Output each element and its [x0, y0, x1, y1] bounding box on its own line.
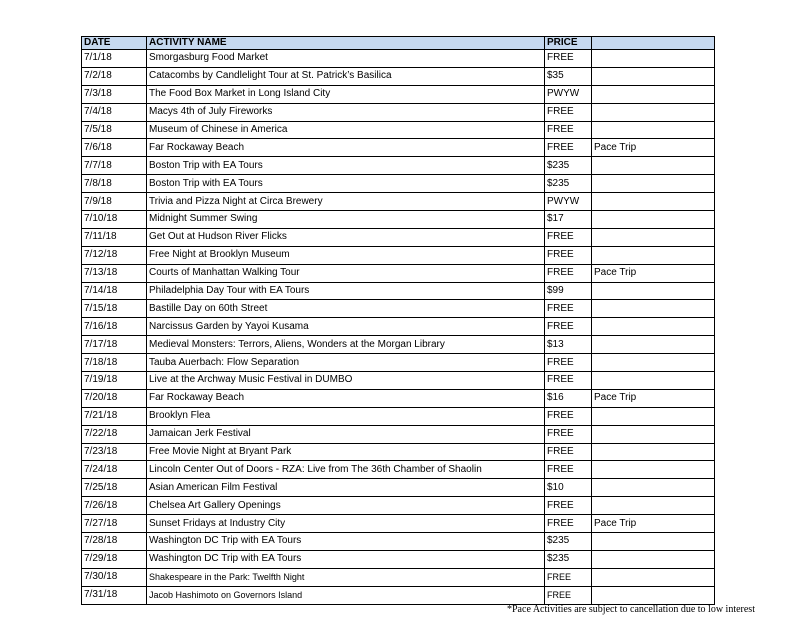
- activity-cell: Shakespeare in the Park: Twelfth Night: [147, 568, 545, 586]
- price-cell: FREE: [545, 264, 592, 282]
- activity-cell: Tauba Auerbach: Flow Separation: [147, 354, 545, 372]
- activity-cell: Free Movie Night at Bryant Park: [147, 443, 545, 461]
- table-row: [82, 372, 715, 390]
- activity-cell: Boston Trip with EA Tours: [147, 157, 545, 175]
- activity-cell: Lincoln Center Out of Doors - RZA: Live from The 36th Chamber of Shaolin: [147, 461, 545, 479]
- note-cell: [592, 407, 715, 425]
- table-row: [82, 533, 715, 551]
- activity-cell: Chelsea Art Gallery Openings: [147, 497, 545, 515]
- note-cell: Pace Trip: [592, 515, 715, 533]
- price-cell: FREE: [545, 586, 592, 604]
- activity-cell: The Food Box Market in Long Island City: [147, 85, 545, 103]
- date-cell: 7/12/18: [82, 246, 147, 264]
- table-row: [82, 157, 715, 175]
- table-row: [82, 228, 715, 246]
- header-price: PRICE: [545, 37, 592, 50]
- price-cell: FREE: [545, 425, 592, 443]
- note-cell: [592, 461, 715, 479]
- price-cell: $17: [545, 211, 592, 229]
- price-cell: $10: [545, 479, 592, 497]
- table-row: [82, 85, 715, 103]
- activity-cell: Courts of Manhattan Walking Tour: [147, 264, 545, 282]
- header-note: [592, 37, 715, 50]
- note-cell: [592, 193, 715, 211]
- price-cell: FREE: [545, 300, 592, 318]
- table-row: [82, 193, 715, 211]
- table-row: [82, 550, 715, 568]
- price-cell: $13: [545, 336, 592, 354]
- activity-cell: Midnight Summer Swing: [147, 211, 545, 229]
- table-row: [82, 354, 715, 372]
- table-row: [82, 211, 715, 229]
- date-cell: 7/22/18: [82, 425, 147, 443]
- date-cell: 7/31/18: [82, 586, 147, 604]
- activity-cell: Smorgasburg Food Market: [147, 50, 545, 68]
- table-body: [82, 50, 715, 605]
- note-cell: Pace Trip: [592, 264, 715, 282]
- note-cell: [592, 318, 715, 336]
- note-cell: [592, 497, 715, 515]
- table-row: [82, 139, 715, 157]
- table-row: [82, 318, 715, 336]
- note-cell: [592, 103, 715, 121]
- date-cell: 7/4/18: [82, 103, 147, 121]
- note-cell: [592, 175, 715, 193]
- activity-cell: Get Out at Hudson River Flicks: [147, 228, 545, 246]
- price-cell: FREE: [545, 443, 592, 461]
- price-cell: FREE: [545, 461, 592, 479]
- price-cell: FREE: [545, 515, 592, 533]
- date-cell: 7/28/18: [82, 533, 147, 551]
- price-cell: FREE: [545, 372, 592, 390]
- price-cell: FREE: [545, 228, 592, 246]
- activity-cell: Catacombs by Candlelight Tour at St. Patrick’s Basilica: [147, 67, 545, 85]
- activity-cell: Jacob Hashimoto on Governors Island: [147, 586, 545, 604]
- price-cell: $16: [545, 389, 592, 407]
- price-cell: FREE: [545, 318, 592, 336]
- activity-table: [81, 36, 715, 605]
- note-cell: [592, 85, 715, 103]
- note-cell: Pace Trip: [592, 389, 715, 407]
- price-cell: PWYW: [545, 85, 592, 103]
- table-row: [82, 282, 715, 300]
- activity-cell: Museum of Chinese in America: [147, 121, 545, 139]
- note-cell: [592, 425, 715, 443]
- note-cell: [592, 568, 715, 586]
- table-row: [82, 336, 715, 354]
- note-cell: [592, 479, 715, 497]
- date-cell: 7/7/18: [82, 157, 147, 175]
- price-cell: $235: [545, 533, 592, 551]
- date-cell: 7/26/18: [82, 497, 147, 515]
- table-row: [82, 50, 715, 68]
- date-cell: 7/9/18: [82, 193, 147, 211]
- note-cell: [592, 50, 715, 68]
- header-row: [82, 37, 715, 50]
- price-cell: FREE: [545, 50, 592, 68]
- note-cell: [592, 157, 715, 175]
- table-row: [82, 479, 715, 497]
- note-cell: [592, 246, 715, 264]
- price-cell: $235: [545, 157, 592, 175]
- activity-cell: Asian American Film Festival: [147, 479, 545, 497]
- price-cell: FREE: [545, 497, 592, 515]
- activity-cell: Narcissus Garden by Yayoi Kusama: [147, 318, 545, 336]
- price-cell: FREE: [545, 121, 592, 139]
- date-cell: 7/27/18: [82, 515, 147, 533]
- price-cell: FREE: [545, 568, 592, 586]
- note-cell: [592, 550, 715, 568]
- date-cell: 7/20/18: [82, 389, 147, 407]
- date-cell: 7/15/18: [82, 300, 147, 318]
- date-cell: 7/16/18: [82, 318, 147, 336]
- table-row: [82, 425, 715, 443]
- activity-cell: Medieval Monsters: Terrors, Aliens, Wonders at the Morgan Library: [147, 336, 545, 354]
- date-cell: 7/23/18: [82, 443, 147, 461]
- date-cell: 7/17/18: [82, 336, 147, 354]
- price-cell: $35: [545, 67, 592, 85]
- table-row: [82, 389, 715, 407]
- activity-cell: Far Rockaway Beach: [147, 139, 545, 157]
- date-cell: 7/3/18: [82, 85, 147, 103]
- note-cell: [592, 354, 715, 372]
- activity-cell: Washington DC Trip with EA Tours: [147, 550, 545, 568]
- price-cell: FREE: [545, 354, 592, 372]
- note-cell: [592, 67, 715, 85]
- date-cell: 7/5/18: [82, 121, 147, 139]
- activity-cell: Live at the Archway Music Festival in DUMBO: [147, 372, 545, 390]
- footnote: *Pace Activities are subject to cancellation due to low interest: [507, 604, 755, 615]
- note-cell: [592, 211, 715, 229]
- activity-cell: Jamaican Jerk Festival: [147, 425, 545, 443]
- activity-cell: Far Rockaway Beach: [147, 389, 545, 407]
- note-cell: [592, 372, 715, 390]
- activity-cell: Macys 4th of July Fireworks: [147, 103, 545, 121]
- date-cell: 7/19/18: [82, 372, 147, 390]
- note-cell: [592, 121, 715, 139]
- note-cell: [592, 443, 715, 461]
- activity-cell: Sunset Fridays at Industry City: [147, 515, 545, 533]
- date-cell: 7/30/18: [82, 568, 147, 586]
- note-cell: Pace Trip: [592, 139, 715, 157]
- note-cell: [592, 336, 715, 354]
- activity-cell: Brooklyn Flea: [147, 407, 545, 425]
- table-row: [82, 121, 715, 139]
- table-row: [82, 586, 715, 604]
- table-row: [82, 103, 715, 121]
- header-activity-name: ACTIVITY NAME: [147, 37, 545, 50]
- price-cell: FREE: [545, 246, 592, 264]
- table-row: [82, 443, 715, 461]
- note-cell: [592, 300, 715, 318]
- table-row: [82, 175, 715, 193]
- header-date: DATE: [82, 37, 147, 50]
- date-cell: 7/14/18: [82, 282, 147, 300]
- table-row: [82, 300, 715, 318]
- table-row: [82, 246, 715, 264]
- date-cell: 7/13/18: [82, 264, 147, 282]
- price-cell: $99: [545, 282, 592, 300]
- activity-cell: Boston Trip with EA Tours: [147, 175, 545, 193]
- table-row: [82, 497, 715, 515]
- note-cell: [592, 228, 715, 246]
- price-cell: PWYW: [545, 193, 592, 211]
- price-cell: $235: [545, 550, 592, 568]
- date-cell: 7/11/18: [82, 228, 147, 246]
- date-cell: 7/2/18: [82, 67, 147, 85]
- date-cell: 7/18/18: [82, 354, 147, 372]
- table-row: [82, 67, 715, 85]
- activity-cell: Philadelphia Day Tour with EA Tours: [147, 282, 545, 300]
- activity-cell: Free Night at Brooklyn Museum: [147, 246, 545, 264]
- date-cell: 7/24/18: [82, 461, 147, 479]
- table-row: [82, 407, 715, 425]
- activity-cell: Trivia and Pizza Night at Circa Brewery: [147, 193, 545, 211]
- price-cell: FREE: [545, 407, 592, 425]
- date-cell: 7/25/18: [82, 479, 147, 497]
- date-cell: 7/8/18: [82, 175, 147, 193]
- price-cell: FREE: [545, 103, 592, 121]
- date-cell: 7/21/18: [82, 407, 147, 425]
- date-cell: 7/10/18: [82, 211, 147, 229]
- note-cell: [592, 586, 715, 604]
- date-cell: 7/6/18: [82, 139, 147, 157]
- date-cell: 7/1/18: [82, 50, 147, 68]
- price-cell: $235: [545, 175, 592, 193]
- table-row: [82, 461, 715, 479]
- activity-cell: Bastille Day on 60th Street: [147, 300, 545, 318]
- note-cell: [592, 533, 715, 551]
- price-cell: FREE: [545, 139, 592, 157]
- table-row: [82, 264, 715, 282]
- table-row: [82, 515, 715, 533]
- table-row: [82, 568, 715, 586]
- note-cell: [592, 282, 715, 300]
- activity-cell: Washington DC Trip with EA Tours: [147, 533, 545, 551]
- date-cell: 7/29/18: [82, 550, 147, 568]
